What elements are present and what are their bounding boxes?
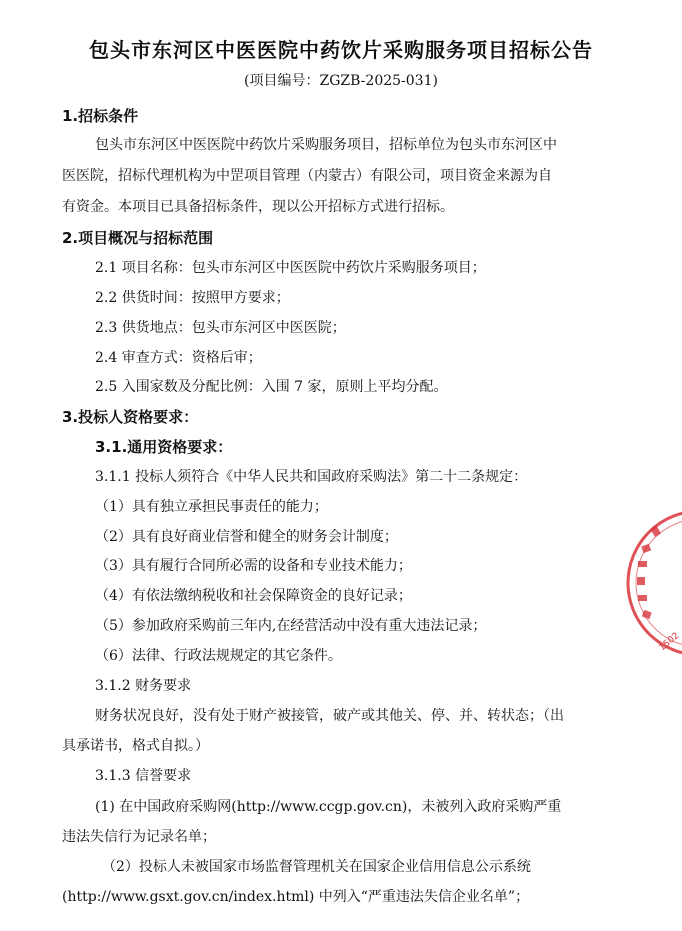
- list-item: （4）有依法缴纳税收和社会保障资金的良好记录；: [95, 588, 412, 604]
- list-item: 2.2 供货时间：按照甲方要求；: [95, 290, 290, 306]
- paragraph-line: 违法失信行为记录名单；: [62, 829, 216, 845]
- paragraph-line: 有资金。本项目已具备招标条件，现以公开招标方式进行招标。: [62, 199, 454, 215]
- list-item: 2.3 供货地点：包头市东河区中医医院；: [95, 320, 346, 336]
- document-title: 包头市东河区中医医院中药饮片采购服务项目招标公告: [89, 38, 593, 62]
- seal-icon: [618, 505, 682, 660]
- paragraph-line: 包头市东河区中医医院中药饮片采购服务项目，招标单位为包头市东河区中: [95, 137, 557, 153]
- seal-text: 1502: [657, 630, 682, 654]
- list-item: （1）具有独立承担民事责任的能力；: [95, 499, 328, 515]
- paragraph-line: (1) 在中国政府采购网(http://www.ccgp.gov.cn)，未被列入政府采购严重: [95, 799, 562, 815]
- subsection-heading: 3.1.3 信誉要求: [95, 768, 192, 784]
- paragraph-line: 具承诺书，格式自拟。）: [62, 738, 209, 754]
- official-seal: [618, 505, 682, 660]
- paragraph-line: 3.1.1 投标人须符合《中华人民共和国政府采购法》第二十二条规定：: [95, 469, 528, 485]
- list-item: 2.5 入围家数及分配比例：入围 7 家，原则上平均分配。: [95, 379, 448, 395]
- list-item: （6）法律、行政法规规定的其它条件。: [95, 648, 342, 664]
- section-heading-3: 3.投标人资格要求：: [62, 408, 199, 426]
- paragraph-line: 财务状况良好，没有处于财产被接管，破产或其他关、停、并、转状态；（出: [95, 708, 564, 724]
- list-item: 2.4 审查方式：资格后审；: [95, 350, 262, 366]
- paragraph-line: (http://www.gsxt.gov.cn/index.html) 中列入“严重违法失信企业名单”；: [62, 889, 530, 905]
- subsection-heading: 3.1.通用资格要求：: [95, 438, 233, 456]
- list-item: （2）具有良好商业信誉和健全的财务会计制度；: [95, 529, 398, 545]
- project-number: (项目编号：ZGZB-2025-031): [244, 73, 438, 89]
- paragraph-line: （2）投标人未被国家市场监督管理机关在国家企业信用信息公示系统: [102, 859, 531, 875]
- list-item: （5）参加政府采购前三年内,在经营活动中没有重大违法记录；: [95, 618, 487, 634]
- list-item: （3）具有履行合同所必需的设备和专业技术能力；: [95, 558, 412, 574]
- section-heading-1: 1.招标条件: [62, 107, 139, 125]
- paragraph-line: 医医院，招标代理机构为中罡项目管理（内蒙古）有限公司，项目资金来源为自: [62, 168, 552, 184]
- list-item: 2.1 项目名称：包头市东河区中医医院中药饮片采购服务项目；: [95, 260, 486, 276]
- subsection-heading: 3.1.2 财务要求: [95, 678, 192, 694]
- section-heading-2: 2.项目概况与招标范围: [62, 229, 214, 247]
